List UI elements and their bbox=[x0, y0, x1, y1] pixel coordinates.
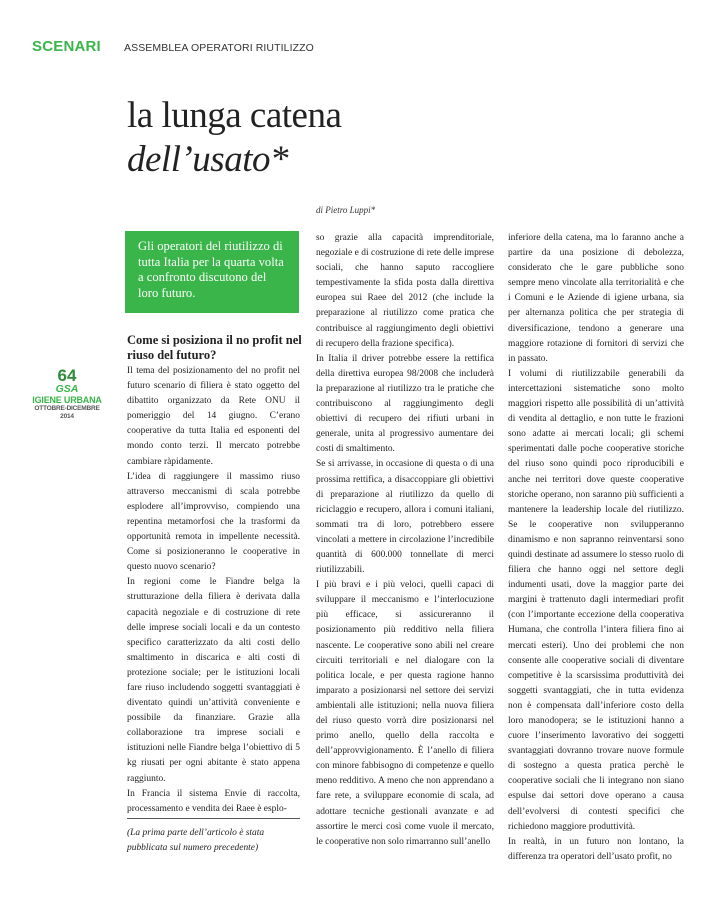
text-column-1 bbox=[127, 364, 300, 817]
paragraph: so grazie alla capacità imprenditoriale, negoziale e di costruzione di rete delle imprese sociali, che hanno saputo raccogliere tempestivamente la sfida posta dalla direttiva europea sui Raee del 2012 (che include la preparazione al riutilizzo come pratica che contribuisce al raggiungimento degli obiettivi di recupero della frazione specifica). bbox=[316, 233, 494, 349]
text-column-3 bbox=[508, 231, 684, 865]
paragraph: I volumi di riutilizzabile generabili da intercettazioni sistematiche sono molto maggiori rispetto alle possibilità di un’attività di vendita al dettaglio, e non tutte le frazioni sono adatte ai mercati locali; gli schemi sperimentati dalle poche cooperative storiche del riuso sono quindi poco riproducibili e anche nei territori dove queste cooperative storiche operano, non saranno più sufficienti a mantenere la leadership locale del riutilizzo. Se le cooperative non svilupperanno dinamismo e non sapranno reinventarsi sono quindi destinate ad assumere lo stesso ruolo di filiera che hanno oggi nel settore degli indumenti usati, dove la maggior parte dei margini è trattenuto dagli intermediari profit (con l’importante eccezione della cooperativa Humana, che controlla l’intera filiera fino ai mercati esteri). Uno dei problemi che non consente alle cooperative sociali di diventare competitive è la scarsissima produttività dei soggetti svantaggiati, che in tutta evidenza non è compensata dall’inferiore costo della loro manodopera; se le istituzioni hanno a cuore l’inserimento lavorativo dei soggetti svantaggiati dovranno trovare nuove formule di sostegno a questa pratica perchè le cooperative sociali che li integrano non siano espulse dai settori dove operano a causa dell’evolversi di contesti specifici che richiedono maggiore produttività. bbox=[508, 368, 684, 832]
article-title-line1: la lunga catena bbox=[127, 95, 342, 136]
rubric-label: ASSEMBLEA OPERATORI RIUTILIZZO bbox=[124, 42, 314, 54]
issue-date: OTTOBRE-DICEMBRE 2014 bbox=[34, 405, 100, 420]
footnote: (La prima parte dell’articolo è stata pubblicata sul numero precedente) bbox=[127, 828, 265, 854]
paragraph: In realtà, in un futuro non lontano, la differenza tra operatori dell’usato profit, no bbox=[508, 836, 684, 862]
paragraph: In regioni come le Fiandre belga la strutturazione della filiera è derivata dalla capacità negoziale e di costruzione di rete delle imprese sociali locali e da un contesto specifico caratterizzato da alti costi dello smaltimento in discarica e alti costi di protezione sociale; per le istituzioni locali fare riuso includendo soggetti svantaggiati è diventato quindi un’attività conveniente e possibile da finanziare. Grazie alla collaborazione tra imprese sociali e istituzioni nelle Fiandre belga l’obiettivo di 5 kg riusati per ogni abitante è stato appena raggiunto. bbox=[127, 577, 300, 784]
magazine-brand: IGIENE URBANA bbox=[32, 395, 102, 405]
paragraph: In Francia il sistema Envie di raccolta, processamento e vendita dei Raee è esplo- bbox=[127, 788, 300, 814]
paragraph: In Italia il driver potrebbe essere la rettifica della direttiva europea 98/2008 che includerà la preparazione al riutilizzo tra le pratiche che contribuiscono al raggiungimento degli obiettivi di recupero dei rifiuti urbani in generale, unita al progressivo aumentare dei costi di smaltimento. bbox=[316, 353, 494, 455]
byline: di Pietro Luppi* bbox=[316, 205, 376, 215]
footnote-divider bbox=[127, 818, 300, 819]
magazine-logo: GSA bbox=[55, 383, 79, 395]
page-folio bbox=[31, 367, 103, 421]
paragraph: L’idea di raggiungere il massimo riuso attraverso meccanismi di scala potrebbe esplodere all’improvviso, compiendo una repentina metamorfosi che la trasformi da opportunità remota in impellente necessità. Come si posizioneranno le cooperative in questo nuovo scenario? bbox=[127, 471, 300, 573]
paragraph: inferiore della catena, ma lo faranno anche a partire da una posizione di debolezza, considerato che le gare pubbliche sono sempre meno vincolate alla territorialità e che i Comuni e le Aziende di igiene urbana, sia per alternanza politica che per strategia di diversificazione, tendono a generare una maggiore rotazione di fornitori di servizi che in passato. bbox=[508, 233, 684, 364]
lead-box: Gli operatori del riutilizzo di tutta Italia per la quarta volta a confronto discutono del loro futuro. bbox=[125, 231, 299, 313]
paragraph: I più bravi e i più veloci, quelli capaci di sviluppare il meccanismo e l’interlocuzione più efficace, si assicureranno il posizionamento più redditivo nella filiera nascente. Le cooperative sono abili nel creare circuiti territoriali e nel dialogare con la politica locale, e per questa ragione hanno imparato a posizionarsi nel settore dei servizi ambientali alle istituzioni; nella nuova filiera del riuso questo vorrà dire posizionarsi nel primo anello, quello della raccolta e dell’approvvigionamento. È l’anello di filiera con minore fabbisogno di competenze e quello meno redditivo. A meno che non apprendano a fare rete, a sviluppare economie di scala, ad adottare tecniche gestionali avanzate e ad assortire le merci così come vuole il mercato, le cooperative non solo rimarranno sull’anello bbox=[316, 580, 494, 847]
article-subheading: Come si posiziona il no profit nel riuso del futuro? bbox=[127, 333, 302, 362]
paragraph: Il tema del posizionamento del no profit nel futuro scenario di filiera è stato oggetto del dibattito organizzato da Rete ONU il pomeriggio del 14 giugno. C’erano cooperative da tutta Italia ed esponenti del mondo conto terzi. Il mercato potrebbe cambiare ràpidamente. bbox=[127, 366, 300, 467]
article-title-line2: dell’usato* bbox=[127, 139, 288, 180]
text-column-2 bbox=[316, 231, 494, 850]
paragraph: Se si arrivasse, in occasione di questa o di una prossima rettifica, a disaccoppiare gli obiettivi di preparazione al riutilizzo da quello di riciclaggio e recupero, allora i comuni italiani, sommati tra di loro, potrebbero essere vincolati a mettere in circolazione l’incredibile quantità di 600.000 tonnellate di merci riutilizzabili. bbox=[316, 459, 494, 576]
page-number: 64 bbox=[57, 366, 77, 385]
section-label: SCENARI bbox=[32, 38, 101, 55]
